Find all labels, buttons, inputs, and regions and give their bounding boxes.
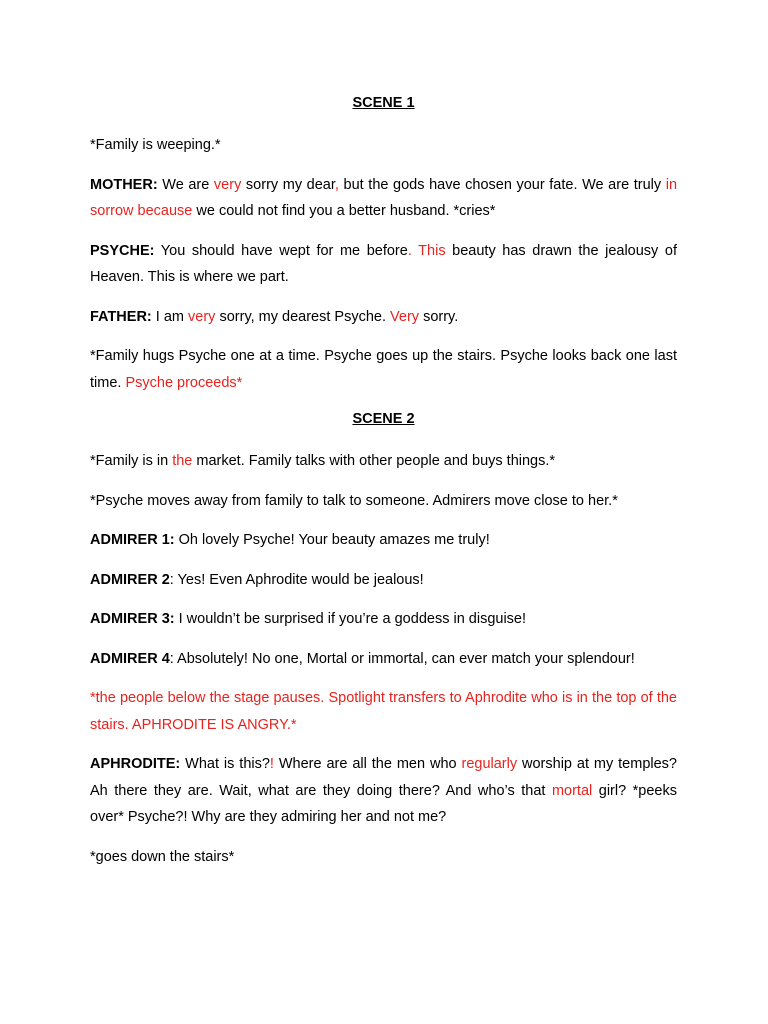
dialogue-text: Oh lovely Psyche! Your beauty amazes me truly!	[174, 532, 490, 548]
dialogue-mother	[90, 172, 677, 225]
script-page	[90, 93, 677, 883]
edited-text: Psyche proceeds*	[125, 374, 243, 391]
dialogue-text: we could not find you a better husband. *cries*	[192, 203, 496, 219]
dialogue-admirer-4	[90, 646, 677, 673]
speaker-admirer-4: ADMIRER 4	[90, 650, 170, 667]
direction-text: market. Family talks with other people and buys things.*	[192, 453, 556, 469]
dialogue-admirer-2	[90, 567, 677, 594]
direction-text: *Family is in	[90, 453, 173, 469]
edited-text: mortal	[551, 782, 593, 799]
dialogue-text: : Yes! Even Aphrodite would be jealous!	[169, 571, 424, 588]
speaker-admirer-1: ADMIRER 1:	[90, 532, 175, 548]
dialogue-father	[90, 304, 677, 331]
dialogue-text: You should have wept for me before	[154, 242, 408, 259]
dialogue-admirer-1	[90, 527, 677, 554]
edited-text: very	[188, 308, 216, 325]
dialogue-aphrodite	[90, 751, 677, 831]
scene-2-heading: SCENE 2	[352, 411, 415, 427]
dialogue-text: beauty has drawn the jealousy of Heaven. This is where we part.	[90, 242, 677, 285]
dialogue-text: I am	[151, 308, 189, 325]
edited-text: !	[269, 756, 274, 772]
stage-direction-admirers: *Psyche moves away from family to talk to someone. Admirers move close to her.*	[90, 492, 618, 509]
dialogue-text: girl? *peeks over* Psyche?! Why are they admiring her and not me?	[90, 782, 677, 825]
stage-direction-spotlight: *the people below the stage pauses. Spotlight transfers to Aphrodite who is in the top of the stairs. APHRODITE IS ANGRY.*	[90, 690, 677, 733]
edited-text: regularly	[461, 756, 518, 772]
speaker-aphrodite: APHRODITE:	[90, 756, 181, 772]
edited-text: very	[213, 176, 242, 193]
dialogue-text: We are	[157, 176, 214, 193]
edited-text: ,	[334, 176, 339, 193]
dialogue-text: sorry, my dearest Psyche.	[215, 308, 391, 325]
stage-direction-market	[90, 448, 677, 475]
dialogue-psyche	[90, 238, 677, 291]
stage-direction-goes-down: *goes down the stairs*	[90, 848, 235, 865]
dialogue-text: Where are all the men who	[273, 756, 462, 772]
speaker-admirer-2: ADMIRER 2	[90, 571, 170, 588]
speaker-admirer-3: ADMIRER 3:	[90, 611, 175, 627]
direction-text: *Family hugs Psyche one at a time. Psyche goes up the stairs. Psyche looks back one last time.	[90, 348, 677, 391]
dialogue-text: : Absolutely! No one, Mortal or immortal, can ever match your splendour!	[169, 650, 635, 667]
speaker-psyche: PSYCHE:	[90, 242, 155, 259]
edited-text: . This	[407, 242, 446, 259]
dialogue-text: sorry my dear	[241, 176, 335, 193]
speaker-father: FATHER:	[90, 308, 152, 325]
stage-direction-family-weeping: *Family is weeping.*	[90, 137, 221, 153]
speaker-mother: MOTHER:	[90, 176, 158, 193]
dialogue-text: worship at my temples? Ah there they are. Wait, what are they doing there? And who’s that	[90, 756, 677, 799]
scene-1-heading: SCENE 1	[352, 95, 415, 111]
dialogue-text: but the gods have chosen your fate. We are truly	[338, 176, 666, 193]
dialogue-text: I wouldn’t be surprised if you’re a goddess in disguise!	[174, 611, 527, 627]
edited-text: in sorrow because	[90, 176, 678, 219]
edited-text: the	[172, 453, 193, 469]
edited-text: Very	[390, 308, 420, 325]
dialogue-admirer-3	[90, 606, 677, 633]
dialogue-text: sorry.	[419, 308, 459, 325]
stage-direction-family-hugs	[90, 343, 677, 396]
dialogue-text: What is this?	[180, 756, 270, 772]
